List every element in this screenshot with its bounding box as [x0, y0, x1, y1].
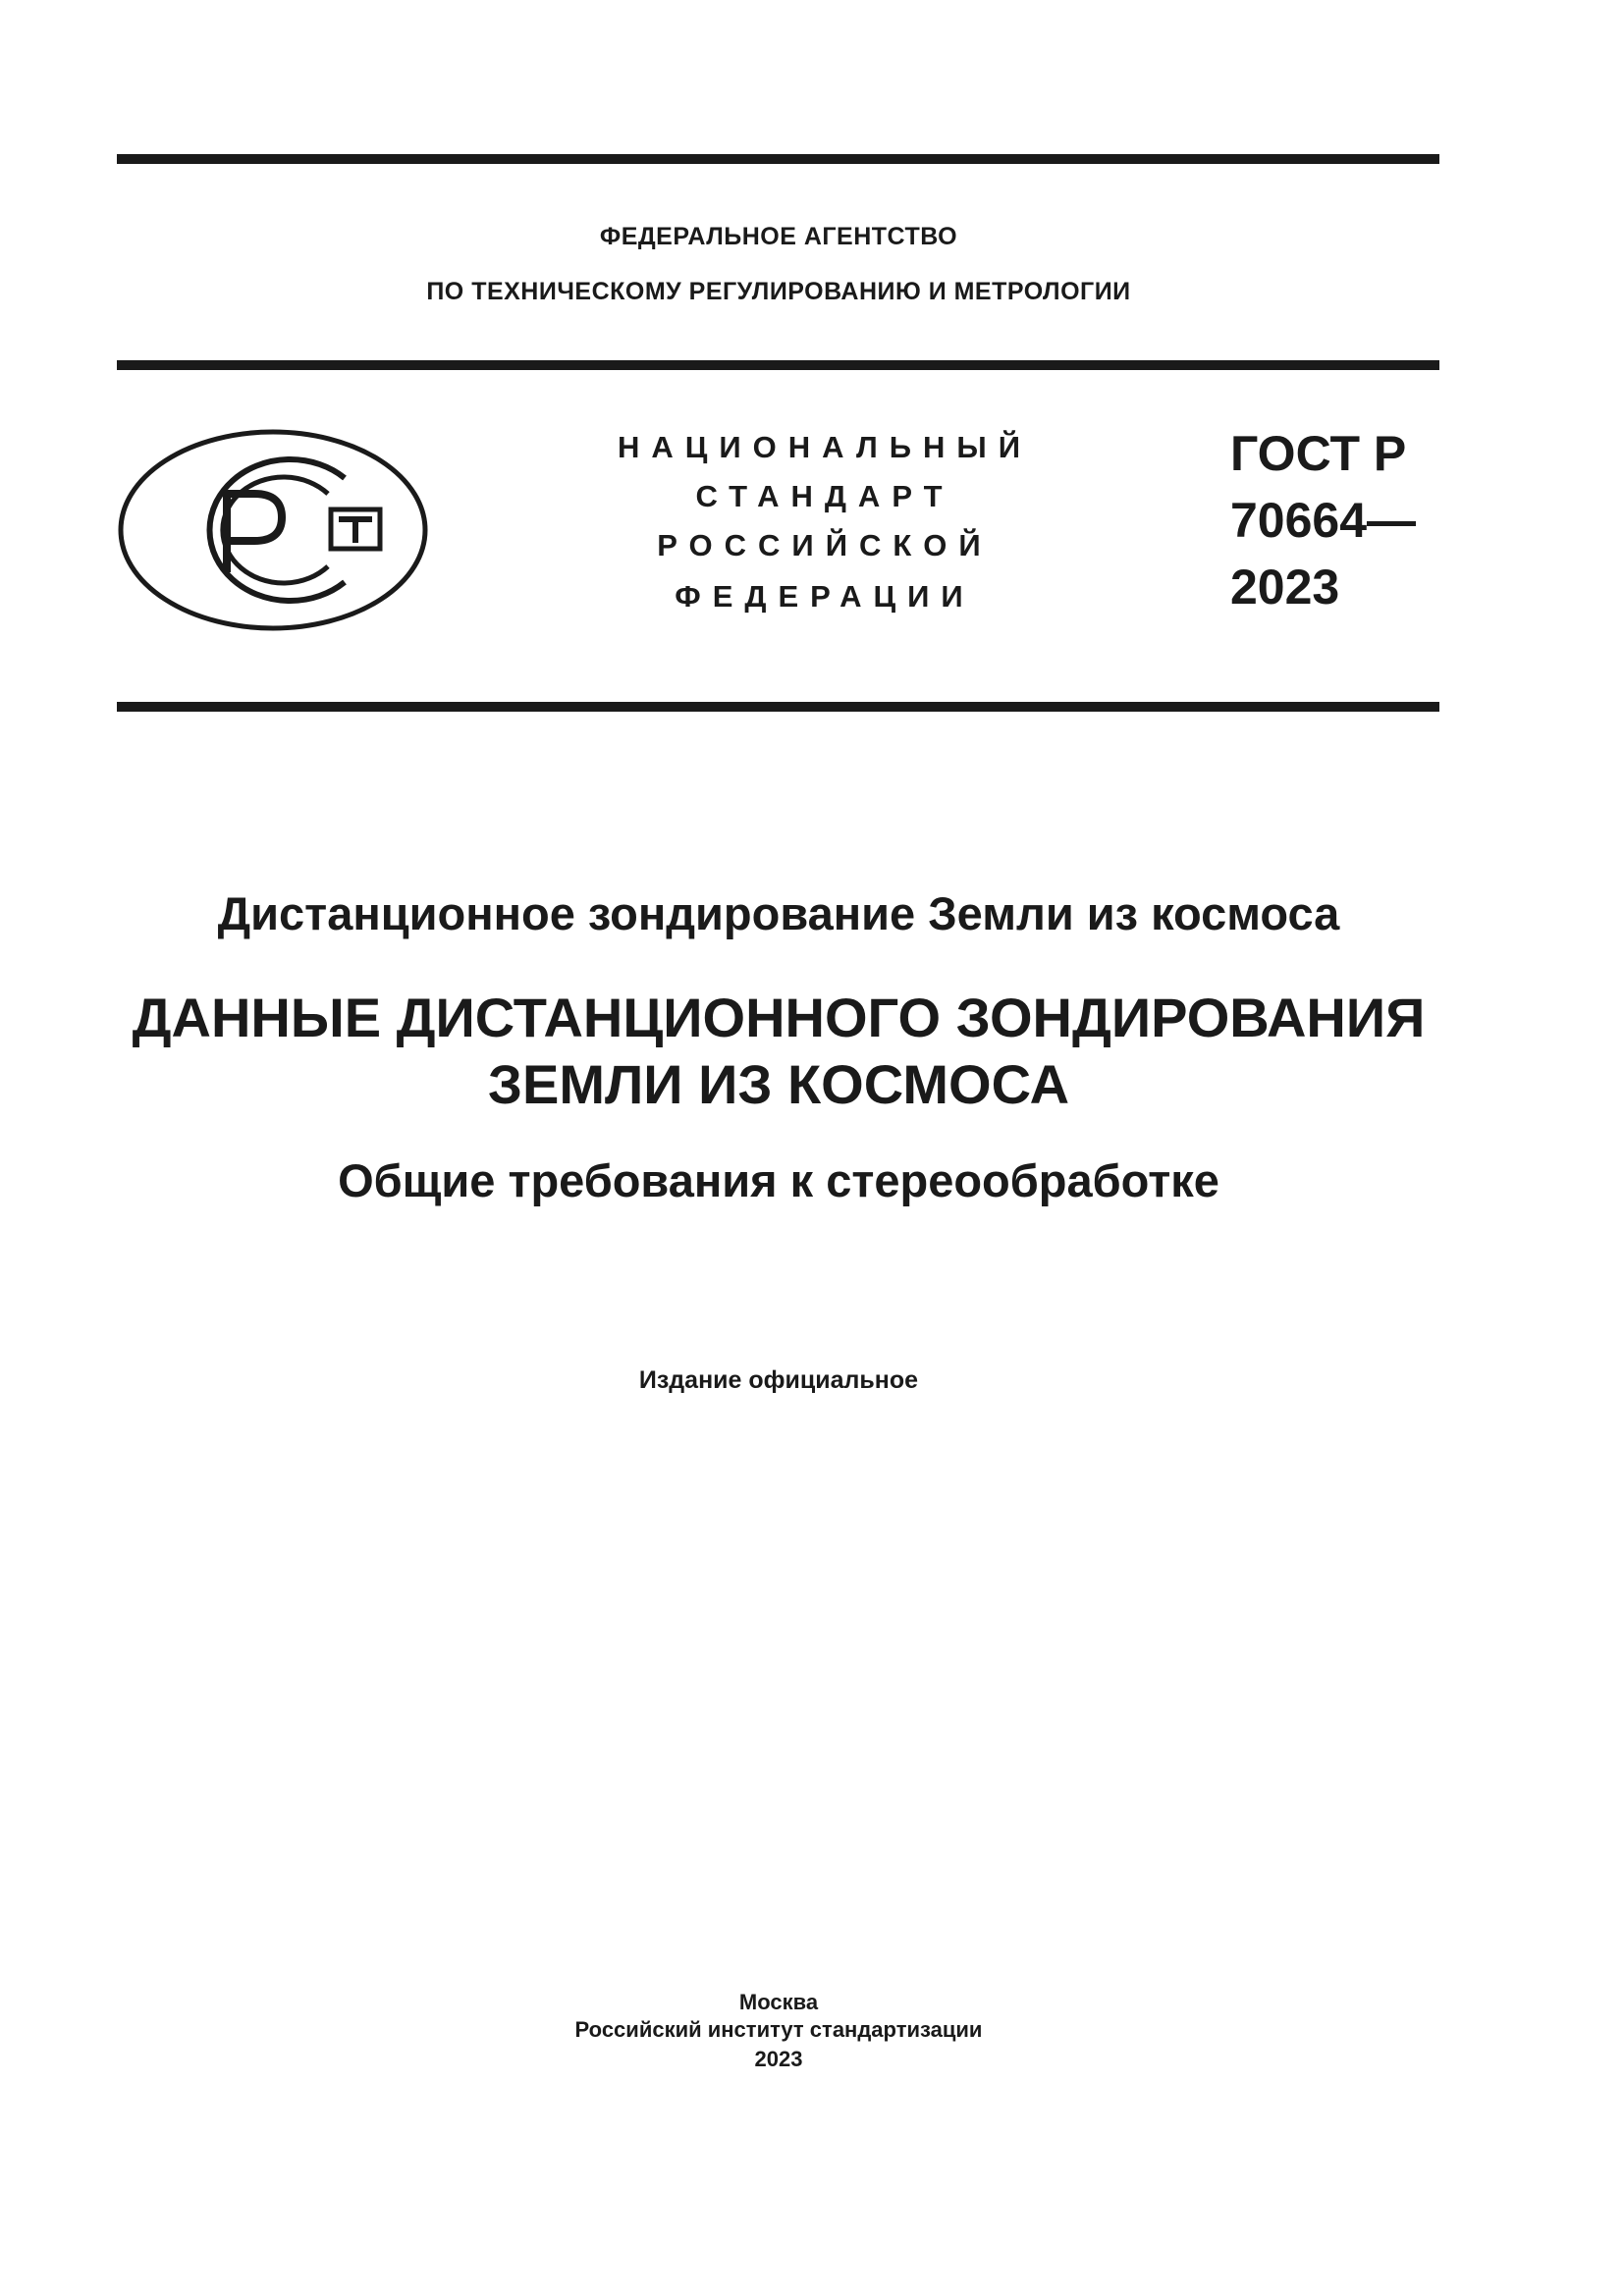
standard-designation-prefix: ГОСТ Р	[1230, 426, 1407, 481]
publication-city: Москва	[738, 1990, 819, 2014]
publication-year: 2023	[754, 2047, 803, 2071]
standard-type-line-4: ФЕДЕРАЦИИ	[675, 579, 975, 614]
publisher-name: Российский институт стандартизации	[574, 2017, 983, 2042]
bottom-divider	[117, 702, 1439, 712]
agency-name-line-2: ПО ТЕХНИЧЕСКОМУ РЕГУЛИРОВАНИЮ И МЕТРОЛОГИИ	[426, 278, 1131, 305]
main-title-line-2: ЗЕМЛИ ИЗ КОСМОСА	[487, 1053, 1070, 1115]
standard-designation-number: 70664—	[1230, 493, 1417, 548]
edition-label: Издание официальное	[638, 1366, 919, 1394]
standard-designation-year: 2023	[1230, 560, 1340, 614]
standard-type-line-1: НАЦИОНАЛЬНЫЙ	[617, 430, 1033, 464]
rst-mark-logo	[117, 427, 429, 633]
subtitle: Общие требования к стереообработке	[338, 1154, 1219, 1206]
standard-type-line-3: РОССИЙСКОЙ	[657, 528, 993, 562]
series-title: Дистанционное зондирование Земли из космоса	[217, 887, 1340, 939]
main-title-line-1: ДАННЫЕ ДИСТАНЦИОННОГО ЗОНДИРОВАНИЯ	[132, 987, 1426, 1048]
middle-divider	[117, 360, 1439, 370]
agency-name-line-1: ФЕДЕРАЛЬНОЕ АГЕНТСТВО	[599, 223, 958, 250]
standard-type-line-2: СТАНДАРТ	[695, 479, 954, 513]
top-divider	[117, 154, 1439, 164]
